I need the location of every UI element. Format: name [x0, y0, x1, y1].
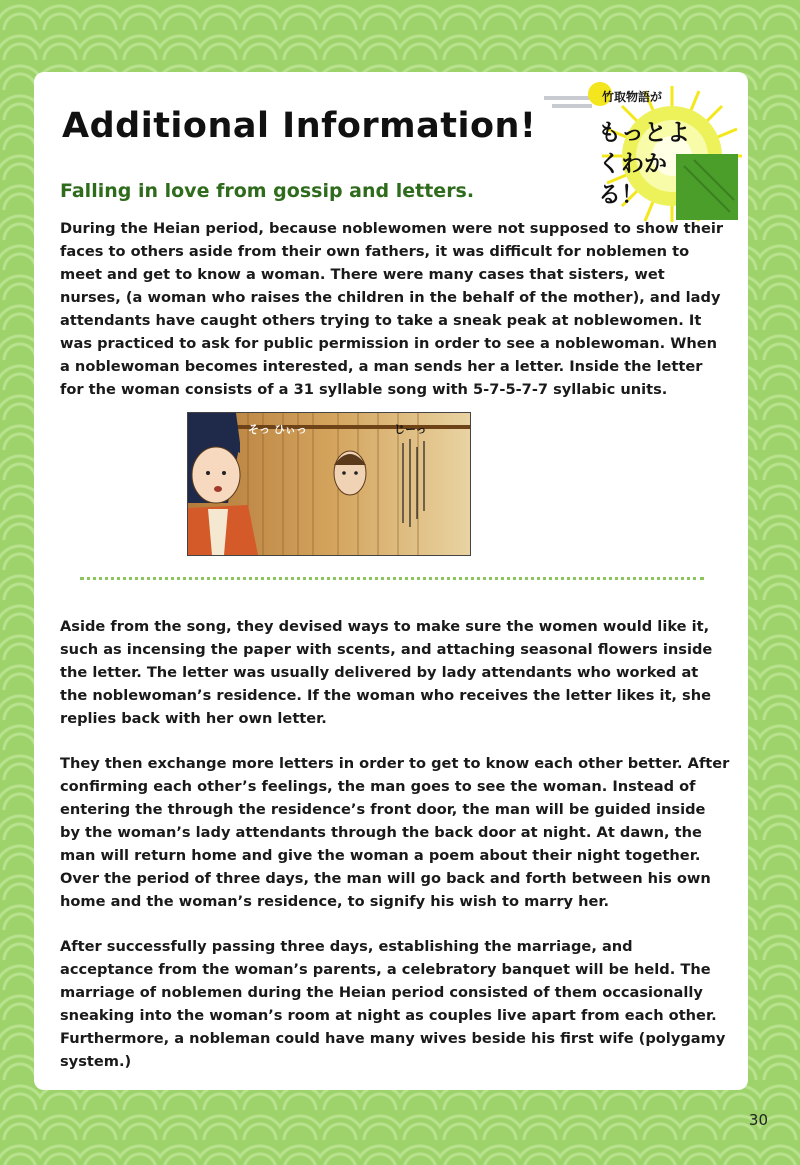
badge-small-text: 竹取物語が	[602, 90, 663, 104]
page-title: Additional Information!	[62, 106, 537, 146]
manga-sfx-right: じーっ	[394, 423, 427, 436]
paragraph-4: After successfully passing three days, establishing the marriage, and acceptance from the woman’s parents, a celebratory banquet will be held. The marriage of noblemen during the Heian period consisted of them occasionally sneaking into the woman’s room at night as couples live apart from each other. Furthermore, a nobleman could have many wives beside his first wife (polygamy system.)	[60, 938, 726, 1070]
paragraph-3: They then exchange more letters in order to get to know each other better. After confirming each other’s feelings, the man goes to see the woman. Instead of entering the through the residence’s front door, the man will be guided inside by the woman’s lady attendants through the back door at night. At dawn, the man will return home and give the woman a poem about their night together. Over the period of three days, the man will go back and forth between his own home and the woman’s residence, to signify his wish to marry her.	[60, 755, 730, 910]
manga-sfx-left: そっ ひぃっ	[248, 423, 307, 436]
content-card	[34, 72, 748, 1090]
paragraph-2: Aside from the song, they devised ways to make sure the women would like it, such as incensing the paper with scents, and attaching seasonal flowers inside the letter. The letter was usually delivered by lady attendants who worked at the noblewoman’s residence. If the woman who receives the letter likes it, she replies back with her own letter.	[60, 618, 713, 727]
badge-big-text: もっとよくわかる！	[598, 120, 690, 208]
paragraph-1: During the Heian period, because noblewomen were not supposed to show their faces to others aside from their own fathers, it was difficult for noblemen to meet and get to know a woman. There were many cases that sisters, wet nurses, (a woman who raises the children in the behalf of the mother), and lady attendants have caught others trying to take a sneak peak at noblewomen. It was practiced to ask for public permission in order to see a noblewoman. When a noblewoman becomes interested, a man sends her a letter. Inside the letter for the woman consists of a 31 syllable song with 5-7-5-7-7 syllabic units.	[60, 220, 724, 398]
page-number: 30	[748, 1111, 768, 1129]
dotted-divider	[80, 577, 704, 580]
manga-panel-image	[188, 413, 470, 555]
section-title: Falling in love from gossip and letters.	[60, 180, 475, 202]
manga-illustration	[187, 412, 471, 556]
badge	[544, 74, 742, 222]
